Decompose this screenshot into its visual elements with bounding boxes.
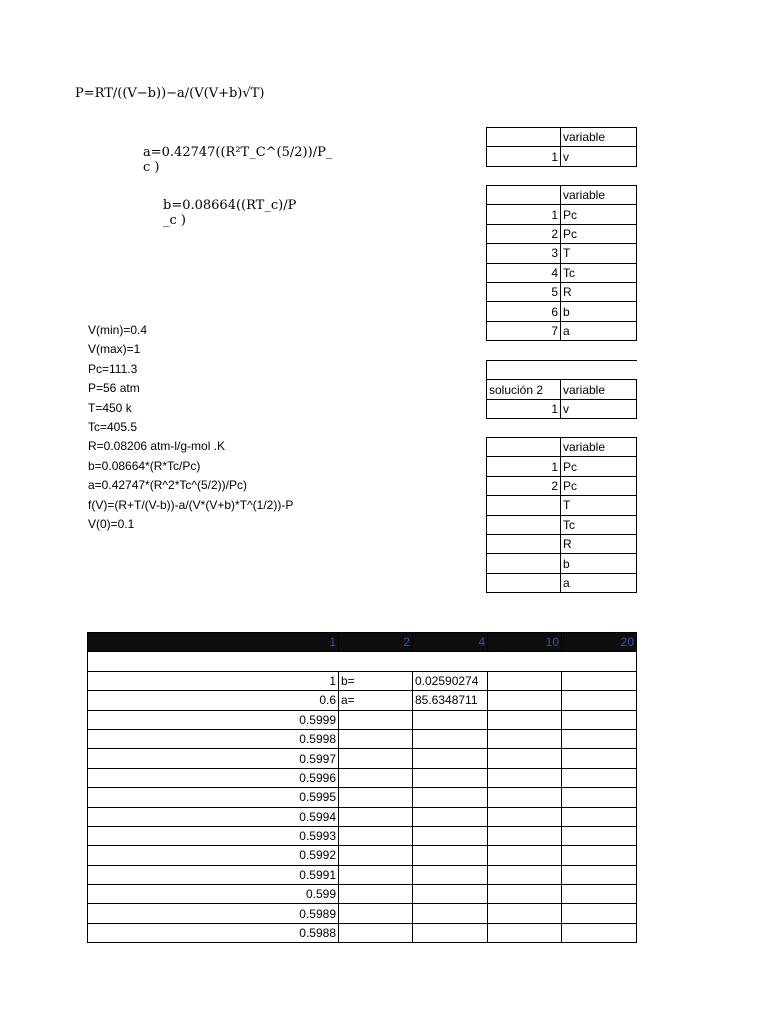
table-cell[interactable]	[488, 865, 562, 884]
table-cell[interactable]: Pc	[561, 476, 637, 495]
table-row	[88, 729, 637, 748]
table-cell[interactable]: 2	[487, 224, 561, 243]
solution-label[interactable]: solución 2	[487, 380, 561, 399]
table-cell[interactable]: Pc	[561, 457, 637, 476]
table-cell[interactable]	[562, 885, 637, 904]
b-equation-line1: b=0.08664((RT_c)/P	[163, 198, 297, 213]
table-cell[interactable]: 0.5996	[88, 768, 339, 787]
table-cell[interactable]: Tc	[561, 515, 637, 534]
table-cell[interactable]	[487, 515, 561, 534]
table-cell[interactable]	[339, 904, 413, 923]
table-header[interactable]: variable	[561, 186, 637, 205]
table-cell[interactable]	[413, 807, 488, 826]
table-cell[interactable]	[413, 865, 488, 884]
table-cell[interactable]: Pc	[561, 205, 637, 224]
table-cell[interactable]: b=	[339, 671, 413, 690]
a-equation-line2: c )	[143, 160, 160, 175]
table-cell[interactable]	[562, 671, 637, 690]
table-cell[interactable]: b	[561, 302, 637, 321]
table-cell[interactable]	[413, 729, 488, 748]
table-cell[interactable]	[488, 710, 562, 729]
param-line: V(0)=0.1	[88, 516, 135, 531]
header-cell[interactable]: 10	[488, 633, 562, 652]
table-cell[interactable]: v	[561, 147, 637, 166]
table-cell[interactable]: 3	[487, 244, 561, 263]
table-cell[interactable]	[487, 496, 561, 515]
table-cell[interactable]	[339, 710, 413, 729]
table-row	[88, 768, 637, 787]
table-cell[interactable]: 1	[487, 457, 561, 476]
table-cell[interactable]	[413, 768, 488, 787]
header-cell[interactable]: 1	[88, 633, 339, 652]
table-cell[interactable]	[487, 438, 561, 457]
main-equation: P=RT/((V−b))−a/(V(V+b)√T)	[75, 86, 265, 101]
table-cell[interactable]: Tc	[561, 263, 637, 282]
table-cell[interactable]	[562, 749, 637, 768]
table-row	[88, 749, 637, 768]
table-row	[88, 652, 637, 671]
table-cell[interactable]	[413, 885, 488, 904]
table-cell[interactable]	[488, 846, 562, 865]
table-cell[interactable]: 0.5992	[88, 846, 339, 865]
header-cell[interactable]: 20	[562, 633, 637, 652]
param-line: f(V)=(R+T/(V-b))-a/(V*(V+b)*T^(1/2))-P	[88, 497, 294, 512]
table-cell[interactable]: 0.5991	[88, 865, 339, 884]
table-cell[interactable]	[339, 826, 413, 845]
table-cell[interactable]	[562, 768, 637, 787]
b-equation-line2: _c )	[163, 213, 186, 228]
table-cell[interactable]	[562, 710, 637, 729]
table-cell[interactable]	[413, 788, 488, 807]
table-cell[interactable]	[562, 788, 637, 807]
table-cell[interactable]	[562, 904, 637, 923]
table-cell[interactable]	[488, 671, 562, 690]
table-cell[interactable]	[562, 691, 637, 710]
table-cell[interactable]	[488, 768, 562, 787]
table-cell[interactable]: 0.599	[88, 885, 339, 904]
table-cell[interactable]	[487, 534, 561, 553]
table-row	[88, 865, 637, 884]
table-cell[interactable]	[488, 826, 562, 845]
table-row	[88, 691, 637, 710]
table-cell[interactable]	[413, 826, 488, 845]
table-cell[interactable]: 85.6348711	[413, 691, 488, 710]
table-cell[interactable]	[488, 923, 562, 942]
table-cell[interactable]	[413, 710, 488, 729]
table-cell[interactable]: T	[561, 244, 637, 263]
table-row	[88, 807, 637, 826]
table-cell[interactable]	[562, 865, 637, 884]
param-line: a=0.42747*(R^2*Tc^(5/2))/Pc)	[88, 478, 247, 493]
table-cell[interactable]: 0.02590274	[413, 671, 488, 690]
table-header[interactable]: variable	[561, 380, 637, 399]
table-cell[interactable]	[339, 923, 413, 942]
table-cell[interactable]	[488, 749, 562, 768]
table-cell[interactable]: 6	[487, 302, 561, 321]
variable-table-3	[486, 437, 637, 593]
table-cell[interactable]	[88, 652, 637, 671]
table-cell[interactable]	[488, 788, 562, 807]
table-row	[88, 788, 637, 807]
table-cell[interactable]: 2	[487, 476, 561, 495]
table-cell[interactable]	[488, 807, 562, 826]
table-cell[interactable]: R	[561, 534, 637, 553]
table-cell[interactable]: 0.5999	[88, 710, 339, 729]
parameter-list	[88, 321, 293, 534]
table-cell[interactable]	[339, 788, 413, 807]
table-cell[interactable]	[488, 691, 562, 710]
table-cell[interactable]	[339, 865, 413, 884]
param-line: V(min)=0.4	[88, 323, 148, 337]
table-cell[interactable]: a	[561, 321, 637, 340]
table-cell[interactable]	[339, 729, 413, 748]
table-cell[interactable]	[339, 768, 413, 787]
table-cell[interactable]	[488, 729, 562, 748]
table-cell[interactable]: 0.5988	[88, 923, 339, 942]
table-cell[interactable]: 0.5998	[88, 729, 339, 748]
solution-2-table	[486, 360, 637, 419]
table-cell[interactable]: 0.5997	[88, 749, 339, 768]
table-header[interactable]: variable	[561, 128, 637, 147]
table-cell[interactable]: R	[561, 282, 637, 301]
table-cell[interactable]	[562, 729, 637, 748]
param-line: T=450 k	[88, 400, 132, 415]
table-cell[interactable]: 0.6	[88, 691, 339, 710]
table-header-row	[88, 633, 637, 652]
variable-table-2	[486, 185, 637, 341]
table-cell[interactable]: 0.5989	[88, 904, 339, 923]
table-cell[interactable]	[339, 846, 413, 865]
table-cell[interactable]	[562, 923, 637, 942]
table-header[interactable]: variable	[561, 438, 637, 457]
table-cell[interactable]	[413, 846, 488, 865]
table-cell[interactable]	[339, 749, 413, 768]
table-cell[interactable]	[488, 885, 562, 904]
table-cell[interactable]	[561, 361, 637, 380]
table-row	[88, 923, 637, 942]
a-equation-line1: a=0.42747((R²T_C^(5/2))/P_	[143, 145, 333, 160]
table-cell[interactable]: 7	[487, 321, 561, 340]
table-cell[interactable]: b	[561, 554, 637, 573]
table-cell[interactable]: Pc	[561, 224, 637, 243]
table-cell[interactable]	[487, 573, 561, 592]
param-line: b=0.08664*(R*Tc/Pc)	[88, 458, 201, 473]
table-cell[interactable]: 0.5995	[88, 788, 339, 807]
table-cell[interactable]: 0.5994	[88, 807, 339, 826]
table-row	[88, 710, 637, 729]
table-cell[interactable]: 1	[487, 205, 561, 224]
table-cell[interactable]	[487, 128, 561, 147]
table-cell[interactable]	[339, 885, 413, 904]
table-cell[interactable]	[487, 186, 561, 205]
param-line: Tc=405.5	[88, 419, 138, 434]
table-cell[interactable]: a	[561, 573, 637, 592]
param-line: P=56 atm	[88, 381, 140, 396]
header-cell[interactable]: 2	[339, 633, 413, 652]
table-cell[interactable]	[487, 361, 561, 380]
table-cell[interactable]: 4	[487, 263, 561, 282]
table-cell[interactable]	[562, 846, 637, 865]
param-line: R=0.08206 atm-l/g-mol .K	[88, 439, 226, 454]
table-cell[interactable]	[562, 807, 637, 826]
table-row	[88, 826, 637, 845]
table-cell[interactable]: 1	[487, 147, 561, 166]
table-cell[interactable]	[488, 904, 562, 923]
table-cell[interactable]: T	[561, 496, 637, 515]
table-cell[interactable]	[339, 807, 413, 826]
table-cell[interactable]: 1	[88, 671, 339, 690]
param-line: V(max)=1	[88, 342, 141, 357]
variable-table-1	[486, 127, 637, 167]
table-cell[interactable]	[413, 749, 488, 768]
table-cell[interactable]: 5	[487, 282, 561, 301]
table-cell[interactable]	[562, 826, 637, 845]
table-cell[interactable]: v	[561, 399, 637, 418]
table-cell[interactable]: 0.5993	[88, 826, 339, 845]
table-cell[interactable]: a=	[339, 691, 413, 710]
table-row	[88, 671, 637, 690]
iteration-table	[87, 632, 637, 943]
table-row	[88, 904, 637, 923]
table-cell[interactable]	[487, 554, 561, 573]
table-cell[interactable]: 1	[487, 399, 561, 418]
param-line: Pc=111.3	[88, 361, 138, 376]
table-cell[interactable]	[413, 904, 488, 923]
header-cell[interactable]: 4	[413, 633, 488, 652]
table-cell[interactable]	[413, 923, 488, 942]
table-row	[88, 846, 637, 865]
table-row	[88, 885, 637, 904]
